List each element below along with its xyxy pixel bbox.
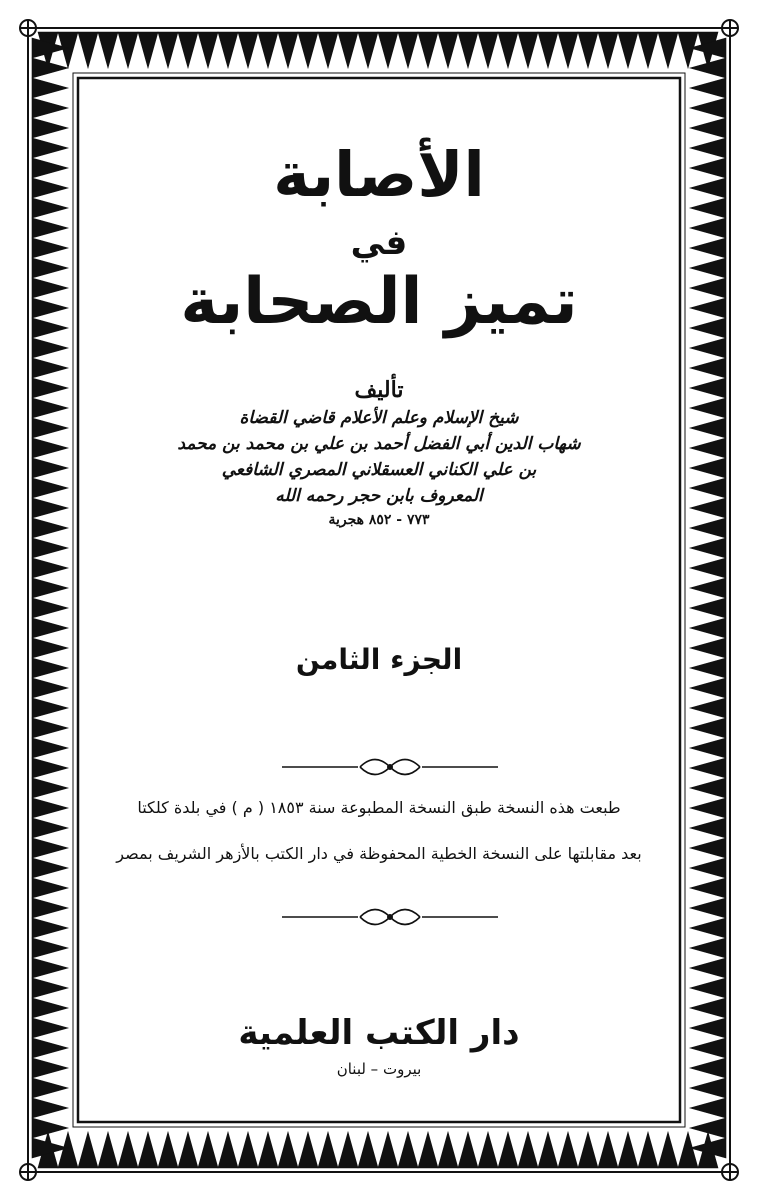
author-line-4: المعروف بابن حجر رحمه الله <box>275 486 483 506</box>
title-page <box>95 95 663 1105</box>
author-line-3: بن علي الكناني العسقلاني المصري الشافعي <box>221 460 537 480</box>
ornamental-divider-bottom <box>280 907 500 927</box>
publisher-name: دار الكتب العلمية <box>238 1013 520 1053</box>
ornamental-divider-top <box>280 757 500 777</box>
book-title-sub: تميز الصحابة <box>180 265 578 339</box>
author-line-1: شيخ الإسلام وعلم الأعلام قاضي القضاة <box>239 408 519 428</box>
print-note-line-1: طبعت هذه النسخة طبق النسخة المطبوعة سنة ١٨٥٣ ( م ) في بلدة كلكتا <box>137 798 621 817</box>
authorship-label: تأليف <box>354 377 404 403</box>
publisher-location: بيروت – لبنان <box>336 1060 422 1078</box>
author-dates: ٧٧٣ - ٨٥٢ هجرية <box>328 512 430 528</box>
book-title-connector: في <box>350 223 408 263</box>
book-title-main: الأصابة <box>273 138 485 211</box>
author-block <box>155 375 603 531</box>
author-line-2: شهاب الدين أبي الفضل أحمد بن علي بن محمد بن محمد <box>177 434 581 454</box>
volume-number: الجزء الثامن <box>295 643 463 676</box>
print-note-line-2: بعد مقابلتها على النسخة الخطية المحفوظة في دار الكتب بالأزهر الشريف بمصر <box>116 844 642 863</box>
